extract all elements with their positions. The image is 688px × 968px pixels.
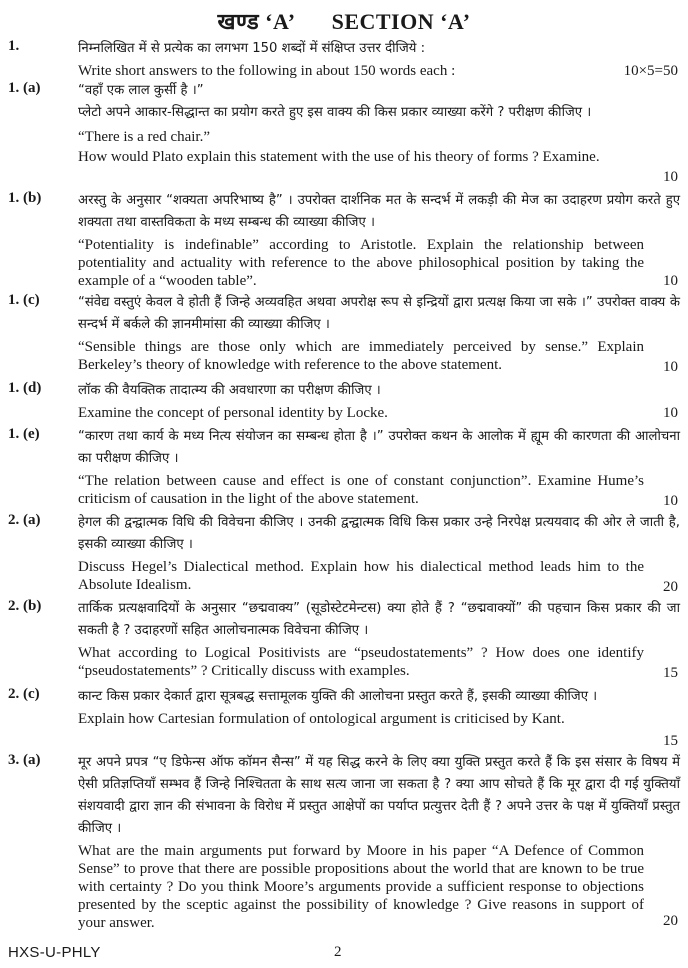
english-text: “Potentiality is indefinable” according to Aristotle. Explain the relationship between potentiality and actuality with reference to the above philosophical position by taking the example of a “wooden table”. [78, 237, 644, 289]
section-heading [0, 6, 688, 36]
question-body [78, 686, 680, 728]
hindi-text: लॉक की वैयक्तिक तादात्म्य की अवधारणा का परीक्षण कीजिए । [78, 383, 381, 398]
paper-code: HXS-U-PHLY [8, 944, 101, 961]
marks: 10 [663, 273, 678, 289]
english-text: What are the main arguments put forward by Moore in his paper “A Defence of Common Sense” to prove that there are possible propositions about the world that are known to be true with certainty ? Do you think Moore’s arguments provide a sufficient response to objections presented by the sceptic against the possibility of knowledge ? Give reasons in support of your answer. [78, 843, 644, 931]
question-body [78, 80, 680, 166]
marks: 10×5=50 [623, 63, 678, 79]
hindi-text: “कारण तथा कार्य के मध्य नित्य संयोजन का सम्बन्ध होता है ।” उपरोक्त कथन के आलोक में ह्यूम की कारणता की आलोचना का परीक्षण कीजिए । [78, 429, 680, 466]
question-number: 2. (a) [8, 512, 41, 528]
english-text: Discuss Hegel’s Dialectical method. Explain how his dialectical method leads him to the Absolute Idealism. [78, 559, 644, 593]
question-body [78, 292, 680, 374]
question-number: 1. (d) [8, 380, 42, 396]
question-number: 1. (b) [8, 190, 42, 206]
marks: 20 [663, 579, 678, 595]
hindi-text: अरस्तु के अनुसार “शक्यता अपरिभाष्य है” । उपरोक्त दार्शनिक मत के सन्दर्भ में लकड़ी की मेज का उदाहरण प्रयोग करते हुए शक्यता तथा वास्तविकता के मध्य सम्बन्ध की व्याख्या कीजिए । [78, 193, 680, 230]
marks: 10 [663, 359, 678, 375]
hindi-text: निम्नलिखित में से प्रत्येक का लगभग 150 शब्दों में संक्षिप्त उत्तर दीजिये : [78, 41, 426, 56]
english-text: Write short answers to the following in about 150 words each : [78, 63, 456, 79]
english-text: Examine the concept of personal identity by Locke. [78, 405, 388, 421]
question-number: 2. (c) [8, 686, 40, 702]
section-heading-english: SECTION ‘A’ [331, 9, 471, 34]
question-number: 2. (b) [8, 598, 42, 614]
page-number: 2 [334, 944, 342, 960]
hindi-text: मूर अपने प्रपत्र “ए डिफेन्स ऑफ कॉमन सैन्स” में यह सिद्ध करने के लिए क्या युक्ति प्रस्तुत करते हैं कि इस संसार के विषय में ऐसी प्रतिज्ञप्तियाँ सम्भव हैं जिन्हे निश्चितता के साथ सत्य जाना जा सकता है ? क्या आप सोचते हैं कि मूर द्वारा दी गई युक्तियाँ संशयवादी द्वारा ज्ञान की संभावना के विरोध में प्रस्तुत आक्षेपों का पर्याप्त प्रत्युत्तर देती हैं ? अपने उत्तर के पक्ष में युक्तियाँ प्रस्तुत कीजिए । [78, 755, 680, 836]
hindi-text: तार्किक प्रत्यक्षवादियों के अनुसार “छद्मवाक्य” (सूडोस्टेटमेन्टस) क्या होते हैं ? “छद्मवाक्यों” की पहचान किस प्रकार की जा सकती है ? उदाहरणों सहित आलोचनात्मक विवेचना कीजिए । [78, 601, 680, 638]
english-text: Explain how Cartesian formulation of ontological argument is criticised by Kant. [78, 711, 565, 727]
hindi-text: कान्ट किस प्रकार देकार्त द्वारा सूत्रबद्ध सत्तामूलक युक्ति की आलोचना प्रस्तुत करते हैं, इसकी व्याख्या कीजिए । [78, 689, 598, 704]
hindi-text: “संवेद्य वस्तुएं केवल वे होती हैं जिन्हे अव्यवहित अथवा अपरोक्ष रूप से इन्द्रियों द्वारा प्रत्यक्ष किया जा सके ।” उपरोक्त वाक्य के सन्दर्भ में बर्कले की ज्ञानमीमांसा की व्याख्या कीजिए । [78, 295, 680, 332]
question-number: 3. (a) [8, 752, 41, 768]
question-body [78, 38, 680, 80]
question-number: 1. (c) [8, 292, 40, 308]
question-body [78, 380, 680, 422]
marks: 10 [663, 493, 678, 509]
marks: 20 [663, 913, 678, 929]
english-text: “There is a red chair.” [78, 129, 211, 145]
marks: 10 [663, 405, 678, 421]
question-body [78, 752, 680, 932]
question-body [78, 426, 680, 508]
english-text: How would Plato explain this statement with the use of his theory of forms ? Examine. [78, 149, 600, 165]
section-heading-hindi: खण्ड ‘A’ [217, 9, 296, 34]
hindi-text: प्लेटो अपने आकार-सिद्धान्त का प्रयोग करते हुए इस वाक्य की किस प्रकार व्याख्या करेंगे ? परीक्षण कीजिए । [78, 105, 592, 120]
question-number: 1. [8, 38, 20, 54]
question-body [78, 598, 680, 680]
question-body [78, 512, 680, 594]
english-text: “Sensible things are those only which are immediately perceived by sense.” Explain Berkeley’s theory of knowledge with reference to the above statement. [78, 339, 644, 373]
marks: 15 [663, 665, 678, 681]
hindi-text: हेगल की द्वन्द्वात्मक विधि की विवेचना कीजिए । उनकी द्वन्द्वात्मक विधि किस प्रकार उन्हे निरपेक्ष प्रत्ययवाद की ओर ले जाती है, इसकी व्याख्या कीजिए । [78, 515, 680, 552]
marks: 15 [663, 733, 678, 749]
question-number: 1. (a) [8, 80, 41, 96]
marks: 10 [663, 169, 678, 185]
english-text: What according to Logical Positivists are “pseudostatements” ? How does one identify “pseudostatements” ? Critically discuss with examples. [78, 645, 644, 679]
question-body [78, 190, 680, 290]
question-number: 1. (e) [8, 426, 40, 442]
english-text: “The relation between cause and effect is one of constant conjunction”. Examine Hume’s criticism of causation in the light of the above statement. [78, 473, 644, 507]
hindi-text: “वहाँ एक लाल कुर्सी है ।” [78, 83, 204, 98]
